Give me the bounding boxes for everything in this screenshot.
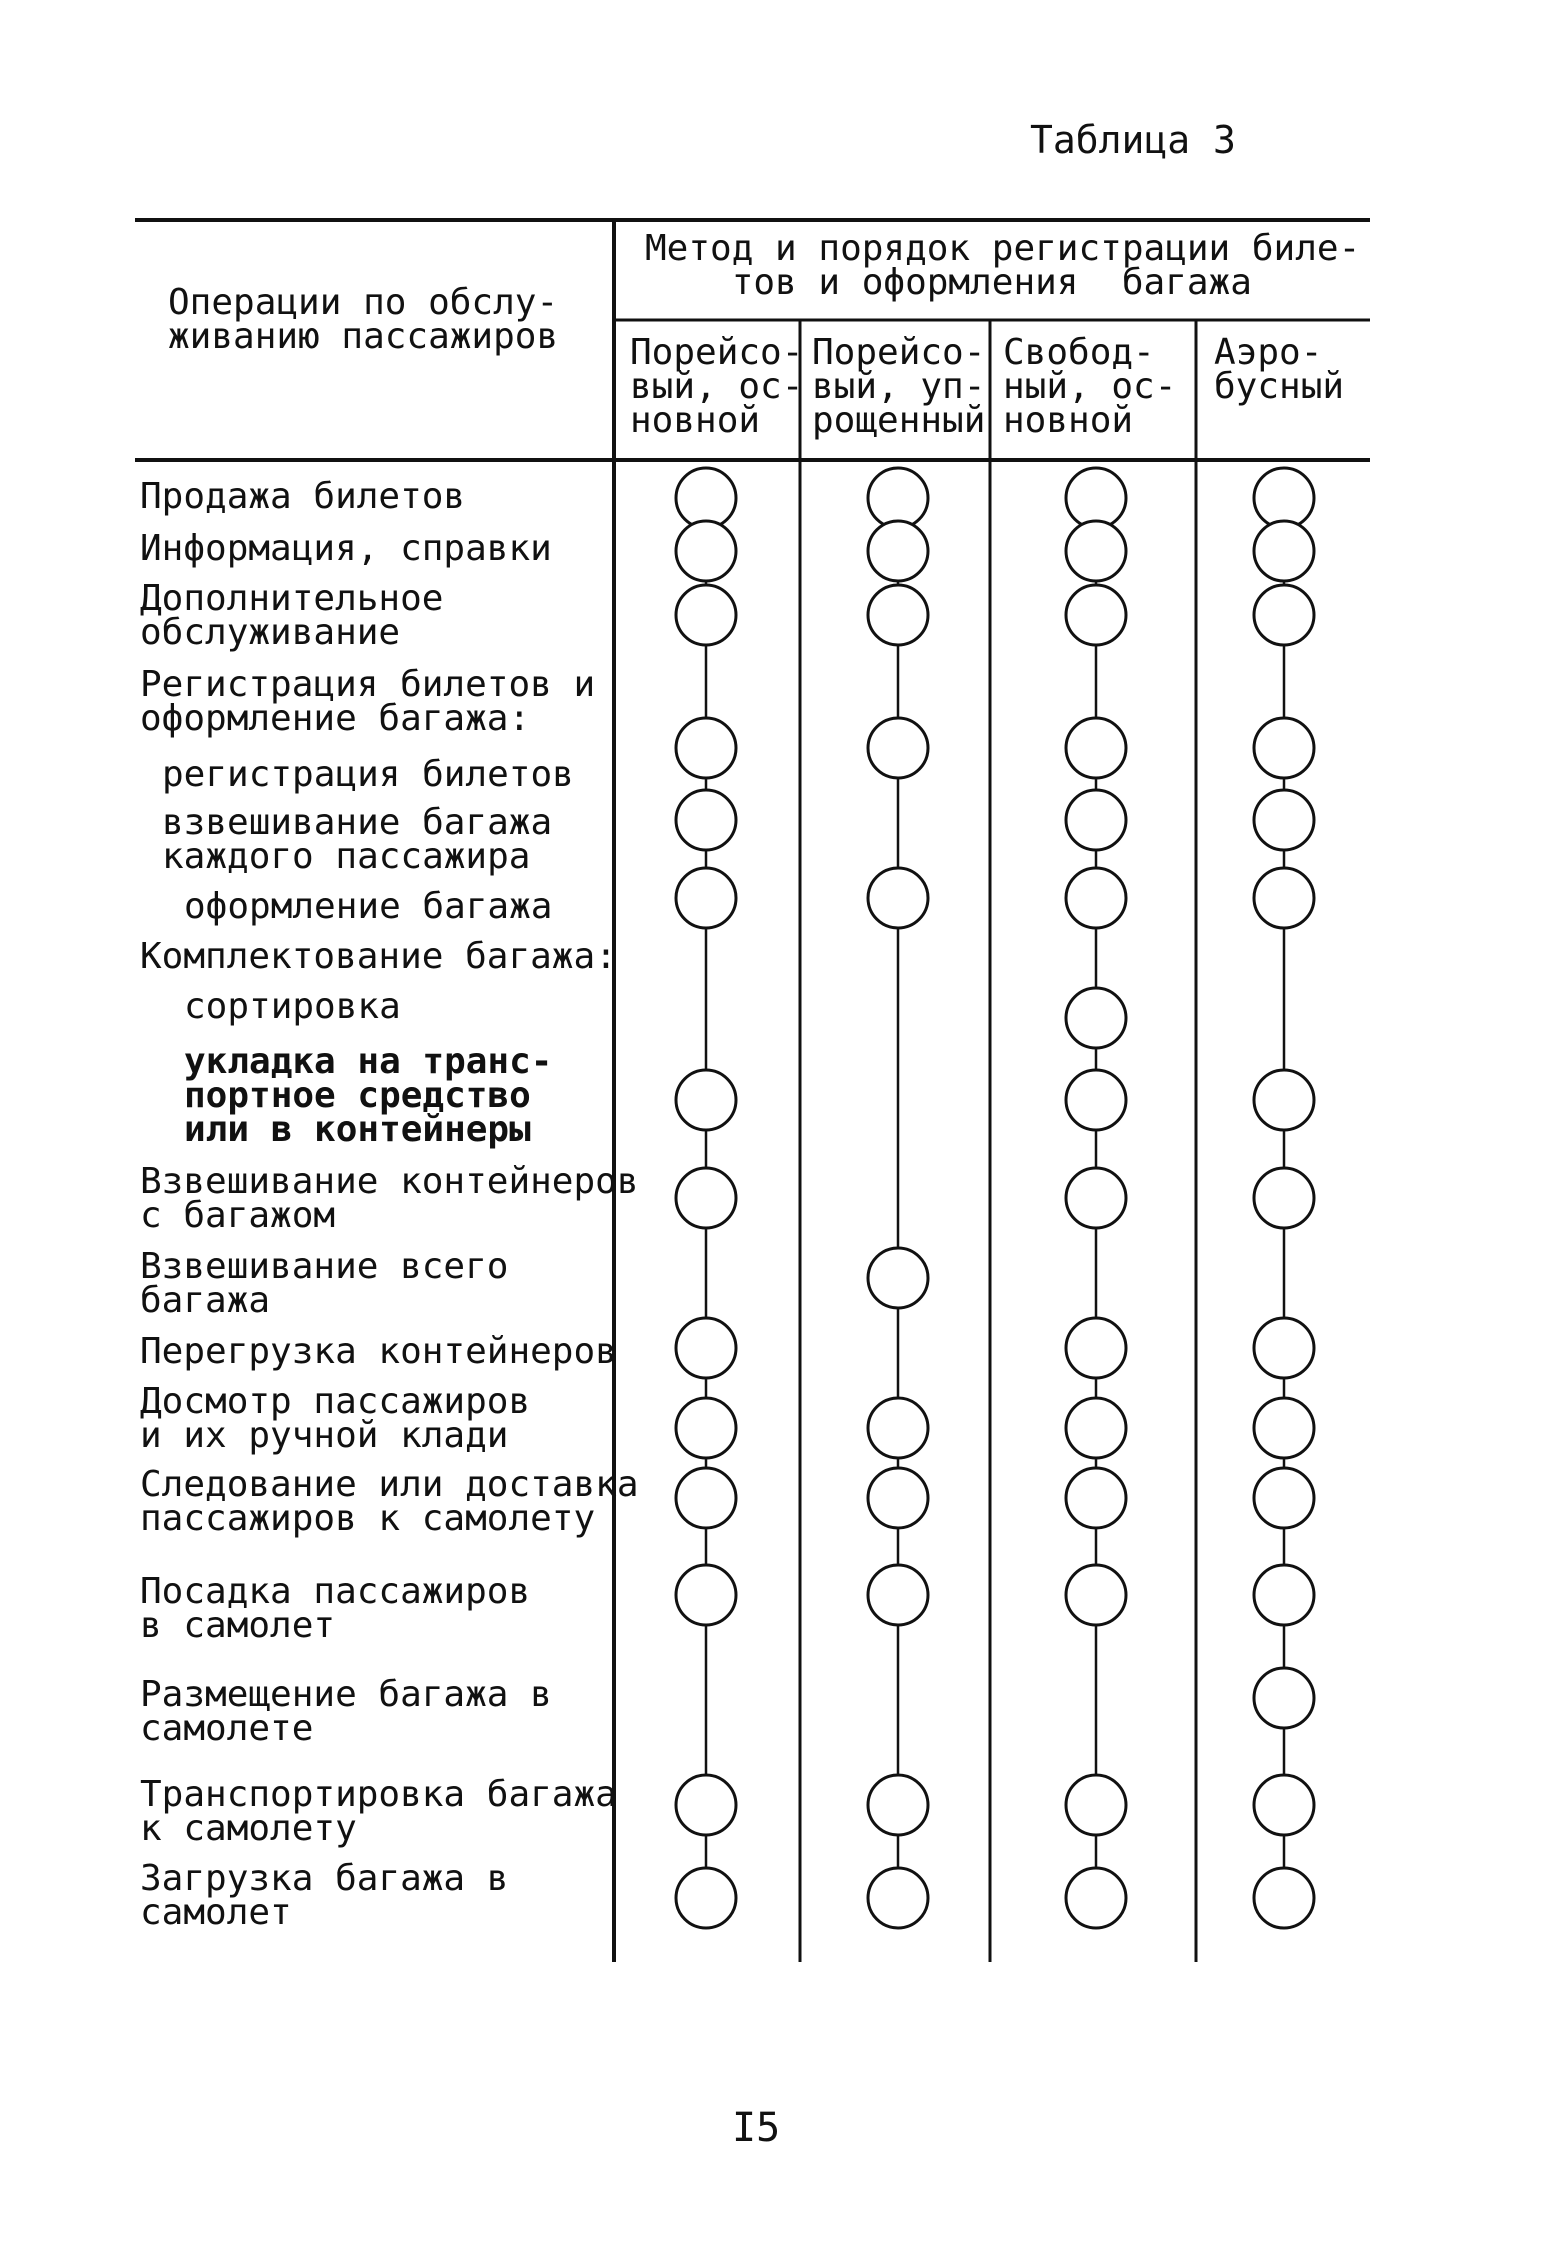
operation-mark-r17-c2: [1066, 1775, 1126, 1835]
header-method-0: Порейсо- вый, ос- новной: [630, 332, 804, 441]
operation-label: Транспортировка багажа к самолету: [140, 1774, 617, 1849]
operation-mark-r2-c2: [1066, 585, 1126, 645]
operation-mark-r18-c1: [868, 1868, 928, 1928]
operation-mark-r18-c2: [1066, 1868, 1126, 1928]
operation-label: Загрузка багажа в самолет: [140, 1858, 509, 1933]
operation-label: Дополнительное обслуживание: [140, 578, 444, 653]
operation-mark-r14-c1: [868, 1468, 928, 1528]
operation-mark-r15-c0: [676, 1565, 736, 1625]
operation-mark-r2-c0: [676, 585, 736, 645]
operation-mark-r1-c0: [676, 521, 736, 581]
operation-mark-r4-c2: [1066, 718, 1126, 778]
operation-mark-r14-c3: [1254, 1468, 1314, 1528]
operation-label: Следование или доставка пассажиров к самолету: [140, 1464, 639, 1539]
operation-mark-r6-c0: [676, 868, 736, 928]
operation-mark-r4-c0: [676, 718, 736, 778]
operation-mark-r6-c2: [1066, 868, 1126, 928]
operation-label: Продажа билетов: [140, 476, 466, 517]
operation-mark-r0-c2: [1066, 468, 1126, 528]
operation-label: укладка на транс- портное средство или в контейнеры: [184, 1041, 553, 1150]
operation-mark-r11-c1: [868, 1248, 928, 1308]
header-method-1: Порейсо- вый, уп- рощенный: [812, 332, 986, 441]
operation-label: Перегрузка контейнеров: [140, 1331, 617, 1372]
operation-mark-r5-c0: [676, 790, 736, 850]
operation-mark-r8-c2: [1066, 988, 1126, 1048]
operation-mark-r6-c1: [868, 868, 928, 928]
operation-mark-r13-c0: [676, 1398, 736, 1458]
operation-label: регистрация билетов: [162, 754, 574, 795]
operation-mark-r13-c2: [1066, 1398, 1126, 1458]
table-caption: Таблица 3: [1030, 118, 1236, 162]
header-method-3: Аэро- бусный: [1214, 332, 1345, 407]
operation-label: Регистрация билетов и оформление багажа:: [140, 664, 596, 739]
operation-mark-r1-c2: [1066, 521, 1126, 581]
operation-mark-r0-c3: [1254, 468, 1314, 528]
operation-label: Взвешивание контейнеров с багажом: [140, 1161, 639, 1236]
operation-mark-r9-c2: [1066, 1070, 1126, 1130]
operation-mark-r18-c0: [676, 1868, 736, 1928]
operation-mark-r5-c2: [1066, 790, 1126, 850]
operation-mark-r13-c1: [868, 1398, 928, 1458]
operation-mark-r0-c0: [676, 468, 736, 528]
operation-mark-r4-c1: [868, 718, 928, 778]
operation-label: Досмотр пассажиров и их ручной клади: [140, 1381, 531, 1456]
operation-mark-r1-c3: [1254, 521, 1314, 581]
operation-mark-r10-c3: [1254, 1168, 1314, 1228]
page-number: I5: [732, 2105, 781, 2151]
operation-mark-r9-c0: [676, 1070, 736, 1130]
operation-mark-r2-c3: [1254, 585, 1314, 645]
operation-label: оформление багажа: [184, 886, 553, 927]
operation-mark-r15-c1: [868, 1565, 928, 1625]
operation-label: Информация, справки: [140, 528, 552, 569]
operation-mark-r6-c3: [1254, 868, 1314, 928]
operation-mark-r12-c3: [1254, 1318, 1314, 1378]
operation-mark-r15-c3: [1254, 1565, 1314, 1625]
operation-mark-r13-c3: [1254, 1398, 1314, 1458]
header-operations: Операции по обслу- живанию пассажиров: [168, 282, 559, 357]
header-method: Метод и порядок регистрации биле- тов и оформления багажа: [645, 228, 1361, 303]
operation-mark-r14-c0: [676, 1468, 736, 1528]
operation-mark-r1-c1: [868, 521, 928, 581]
operation-mark-r15-c2: [1066, 1565, 1126, 1625]
operation-mark-r0-c1: [868, 468, 928, 528]
header-method-2: Свобод- ный, ос- новной: [1003, 332, 1177, 441]
operation-mark-r9-c3: [1254, 1070, 1314, 1130]
operation-label: сортировка: [184, 986, 401, 1027]
operation-label: Посадка пассажиров в самолет: [140, 1571, 531, 1646]
operation-label: взвешивание багажа каждого пассажира: [162, 802, 553, 877]
operation-mark-r18-c3: [1254, 1868, 1314, 1928]
operation-label: Комплектование багажа:: [140, 936, 617, 977]
operation-mark-r17-c3: [1254, 1775, 1314, 1835]
operation-mark-r14-c2: [1066, 1468, 1126, 1528]
operation-mark-r10-c2: [1066, 1168, 1126, 1228]
operation-label: Взвешивание всего багажа: [140, 1246, 509, 1321]
operation-label: Размещение багажа в самолете: [140, 1674, 552, 1749]
operation-mark-r2-c1: [868, 585, 928, 645]
operation-mark-r17-c0: [676, 1775, 736, 1835]
operation-mark-r4-c3: [1254, 718, 1314, 778]
operation-mark-r10-c0: [676, 1168, 736, 1228]
operation-mark-r12-c0: [676, 1318, 736, 1378]
operation-mark-r5-c3: [1254, 790, 1314, 850]
operation-mark-r16-c3: [1254, 1668, 1314, 1728]
operation-mark-r17-c1: [868, 1775, 928, 1835]
operation-mark-r12-c2: [1066, 1318, 1126, 1378]
